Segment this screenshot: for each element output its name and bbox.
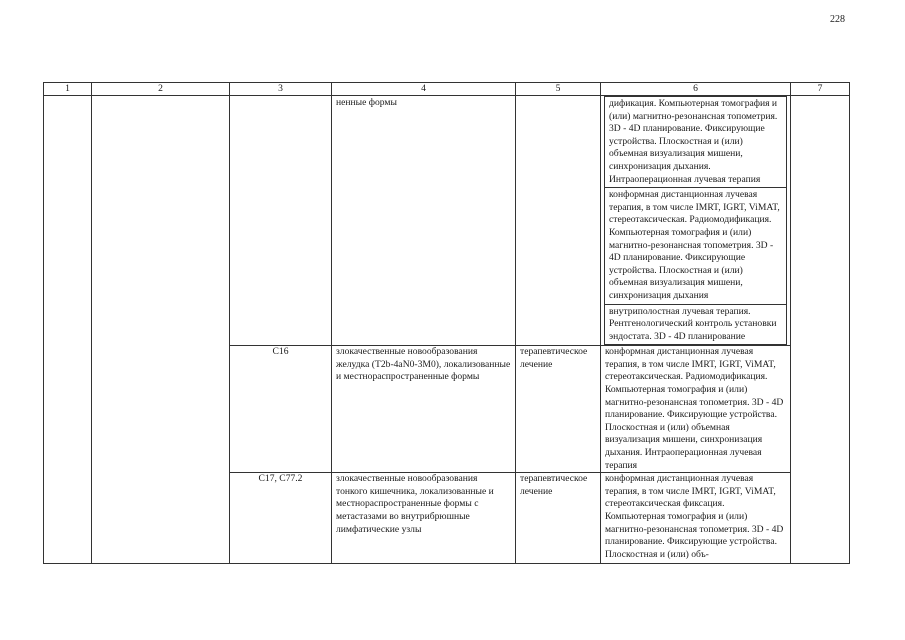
- continuation-row: [44, 96, 850, 346]
- header-col-1: 1: [44, 83, 92, 96]
- condition-cell: [332, 473, 516, 564]
- continuation-condition-cell: [332, 96, 516, 346]
- page-number: 228: [830, 14, 845, 25]
- continuation-code-cell: [230, 96, 332, 346]
- treatment-type-cell: [516, 473, 601, 564]
- method-cell: конформная дистанционная лучевая терапия, в том числе IMRT, IGRT, ViMAT, стереотаксическая. Радиомодификация. Компьютерная томография и (или) магнитно-резонансная топометрия. 3D - 4D планирование. Фиксирующие устройства. Плоскостная и (или) объемная визуализация мишени, синхронизация дыхания. Интраоперационная лучевая терапия: [601, 346, 791, 473]
- code-cell: [230, 473, 332, 564]
- col7-cell: [791, 96, 850, 564]
- method-text: конформная дистанционная лучевая терапия, в том числе IMRT, IGRT, ViMAT, стереотаксическая фиксация. Компьютерная томография и (или) магнитно-резонансная топометрия. 3D - 4D планирование. Фиксирующие устройства. Плоскостная и (или) объ-: [605, 473, 784, 560]
- header-row: [44, 83, 850, 96]
- method-cell: [601, 473, 791, 564]
- col2-cell: [92, 96, 230, 564]
- header-col-3: 3: [230, 83, 332, 96]
- method-block-1: дификация. Компьютерная томография и (или) магнитно-резонансная топометрия. 3D - 4D планирование. Фиксирующие устройства. Плоскостная и (или) объемная визуализация мишени, синхронизация дыхания. Интраоперационная лучевая терапия: [604, 96, 787, 188]
- code-cell: C16: [230, 346, 332, 473]
- header-col-6: 6: [601, 83, 791, 96]
- header-col-4: 4: [332, 83, 516, 96]
- header-col-5: 5: [516, 83, 601, 96]
- treatment-type-text: терапевтическое лечение: [520, 473, 588, 497]
- continuation-type-cell: [516, 96, 601, 346]
- continuation-condition: ненные формы: [336, 97, 397, 108]
- condition-cell: злокачественные новообразования желудка (T2b-4aN0-3M0), локализованные и местнораспространенные формы: [332, 346, 516, 473]
- treatment-type-cell: терапевтическое лечение: [516, 346, 601, 473]
- header-col-2: 2: [92, 83, 230, 96]
- method-block-2: конформная дистанционная лучевая терапия, в том числе IMRT, IGRT, ViMAT, стереотаксическая. Радиомодификация. Компьютерная томография и (или) магнитно-резонансная топометрия. 3D - 4D планирование. Фиксирующие устройства. Плоскостная и (или) объемная визуализация мишени, синхронизация дыхания: [604, 188, 787, 304]
- code-text: C17, C77.2: [258, 473, 303, 485]
- continuation-method-cell: [601, 96, 791, 346]
- treatment-table: [43, 82, 850, 564]
- col1-cell: [44, 96, 92, 564]
- header-col-7: 7: [791, 83, 850, 96]
- condition-text: злокачественные новообразования тонкого кишечника, локализованные и местнораспространенные формы с метастазами во внутрибрюшные лимфатические узлы: [336, 473, 494, 535]
- method-block-3: внутриполостная лучевая терапия. Рентгенологический контроль установки эндостата. 3D - 4D планирование: [604, 305, 787, 346]
